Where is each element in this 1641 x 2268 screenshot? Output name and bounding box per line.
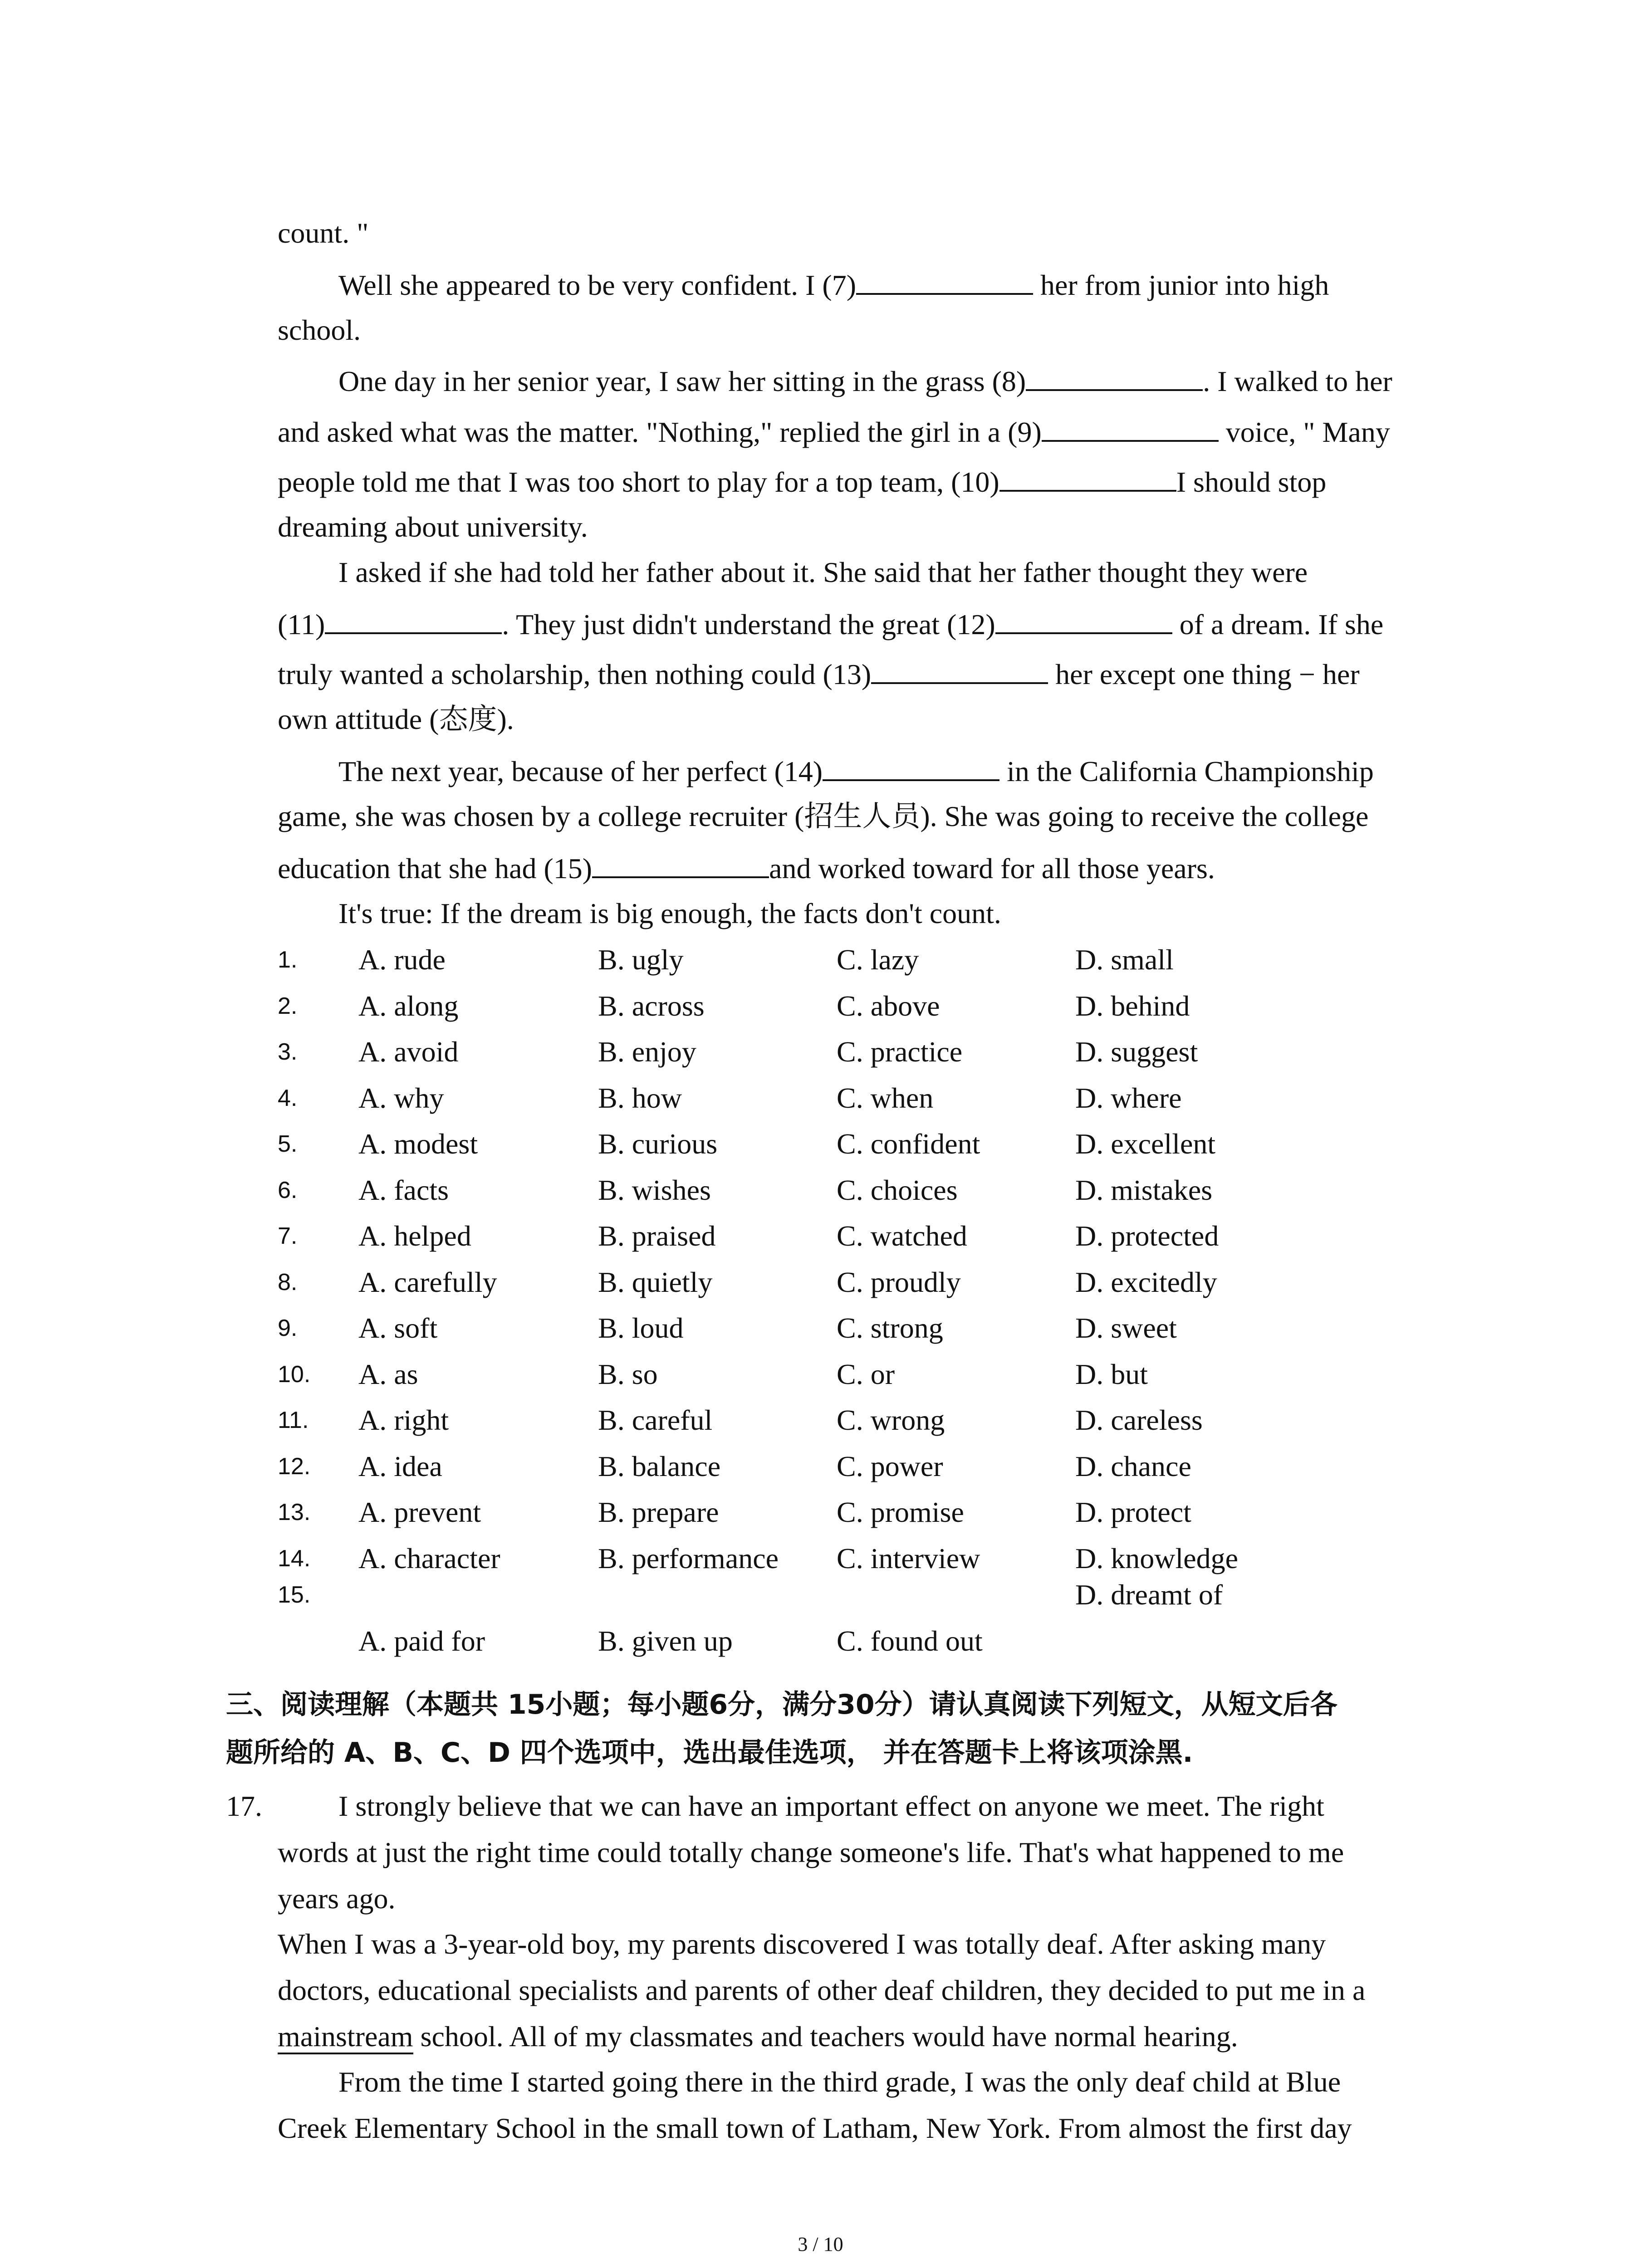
option-d: D. chance <box>1075 1450 1191 1482</box>
option-c: C. promise <box>837 1496 964 1528</box>
option-d: D. excellent <box>1075 1128 1216 1160</box>
passage-text: The next year, because of her perfect (14) <box>338 755 823 787</box>
reading-line-8: Creek Elementary School in the small town of Latham, New York. From almost the first day <box>278 2112 1352 2144</box>
question-number: 1. <box>278 947 298 973</box>
blank-9 <box>1042 414 1219 442</box>
option-c: C. choices <box>837 1174 958 1206</box>
question-number: 10. <box>278 1361 311 1388</box>
passage-text: (11) <box>278 608 325 640</box>
question-number: 14. <box>278 1545 311 1572</box>
passage-line-12 <box>338 753 1374 787</box>
option-b: B. ugly <box>598 943 684 976</box>
reading-line-5: doctors, educational specialists and parents of other deaf children, they decided to put me in a <box>278 1974 1366 2006</box>
passage-text: Well she appeared to be very confident. I (7) <box>338 269 857 301</box>
option-d: D. behind <box>1075 990 1190 1022</box>
passage-text: school. <box>278 314 361 346</box>
option-c: C. wrong <box>837 1404 945 1436</box>
blank-8 <box>1026 363 1203 391</box>
option-d: D. where <box>1075 1082 1182 1114</box>
passage-line-2 <box>338 267 1329 301</box>
blank-7 <box>856 267 1033 295</box>
passage-line-3 <box>278 313 361 347</box>
option-b: B. balance <box>598 1450 721 1482</box>
option-a: A. along <box>358 990 459 1022</box>
option-b: B. across <box>598 990 705 1022</box>
option-b: B. wishes <box>598 1174 711 1206</box>
passage-text: voice, " Many <box>1218 416 1390 448</box>
reading-text: school. All of my classmates and teachers would have normal hearing. <box>413 2020 1238 2053</box>
option-d: D. knowledge <box>1075 1542 1239 1574</box>
option-a: A. modest <box>358 1128 478 1160</box>
passage-text: . I walked to her <box>1203 365 1392 397</box>
option-c: C. proudly <box>837 1266 961 1298</box>
question-number: 5. <box>278 1131 298 1157</box>
blank-12 <box>995 606 1172 634</box>
section-heading-line-1: 三、阅读理解（本题共 15小题；每小题6分，满分30分）请认真阅读下列短文，从短文后各 <box>226 1689 1337 1721</box>
question-number: 12. <box>278 1453 311 1480</box>
page-number: 3 / 10 <box>798 2233 843 2255</box>
passage-text: game, she was chosen by a college recruiter (招生人员). She was going to receive the college <box>278 800 1369 832</box>
option-b: B. enjoy <box>598 1036 696 1068</box>
option-a: A. helped <box>358 1220 471 1252</box>
question-number: 4. <box>278 1085 298 1111</box>
option-d: D. sweet <box>1075 1312 1177 1344</box>
option-c: C. practice <box>837 1036 963 1068</box>
option-d: D. careless <box>1075 1404 1203 1436</box>
passage-line-11 <box>278 702 514 737</box>
passage-text: dreaming about university. <box>278 511 588 543</box>
option-a: A. right <box>358 1404 449 1436</box>
option-d: D. mistakes <box>1075 1174 1213 1206</box>
blank-14 <box>823 753 999 781</box>
passage-text: I should stop <box>1176 466 1327 498</box>
option-a: A. idea <box>358 1450 442 1482</box>
option-c: C. watched <box>837 1220 967 1252</box>
passage-line-7 <box>278 510 588 544</box>
option-d: D. protect <box>1075 1496 1191 1528</box>
option-a: A. facts <box>358 1174 449 1206</box>
option-c: C. lazy <box>837 943 919 976</box>
passage-line-5 <box>278 414 1390 448</box>
option-a: A. paid for <box>358 1625 485 1657</box>
passage-text: people told me that I was too short to play for a top team, (10) <box>278 466 999 498</box>
passage-text: own attitude (态度). <box>278 703 514 735</box>
blank-15 <box>592 850 769 878</box>
option-c: C. interview <box>837 1542 980 1574</box>
passage-text: count. " <box>278 217 369 249</box>
reading-line-4: When I was a 3-year-old boy, my parents discovered I was totally deaf. After asking many <box>278 1928 1326 1960</box>
blank-11 <box>325 606 502 634</box>
option-b: B. how <box>598 1082 682 1114</box>
section-heading-line-2: 题所给的 A、B、C、D 四个选项中，选出最佳选项， 并在答题卡上将该项涂黑. <box>226 1737 1193 1769</box>
option-a: A. prevent <box>358 1496 481 1528</box>
passage-line-4 <box>338 363 1392 397</box>
passage-text: truly wanted a scholarship, then nothing could (13) <box>278 658 872 690</box>
option-d: D. suggest <box>1075 1036 1198 1068</box>
reading-line-6 <box>278 2019 1238 2054</box>
passage-line-1 <box>278 216 368 250</box>
option-c: C. found out <box>837 1625 983 1657</box>
question-number: 9. <box>278 1315 298 1341</box>
option-d: D. excitedly <box>1075 1266 1217 1298</box>
blank-13 <box>871 656 1048 684</box>
reading-line-2: words at just the right time could totally change someone's life. That's what happened to me <box>278 1836 1344 1868</box>
passage-line-15 <box>338 896 1001 931</box>
option-a: A. avoid <box>358 1036 459 1068</box>
option-c: C. when <box>837 1082 934 1114</box>
option-b: B. quietly <box>598 1266 713 1298</box>
option-b: B. so <box>598 1358 658 1390</box>
option-c: C. power <box>837 1450 943 1482</box>
passage-text: and asked what was the matter. "Nothing," replied the girl in a (9) <box>278 416 1042 448</box>
option-a: A. why <box>358 1082 444 1114</box>
passage-line-13 <box>278 799 1368 834</box>
option-b: B. curious <box>598 1128 718 1160</box>
question-number: 15. <box>278 1582 311 1608</box>
question-number: 2. <box>278 993 298 1019</box>
option-b: B. careful <box>598 1404 713 1436</box>
passage-text: in the California Championship <box>999 755 1374 787</box>
option-a: A. rude <box>358 943 446 976</box>
passage-text: her except one thing − her <box>1048 658 1360 690</box>
question-number: 6. <box>278 1177 298 1203</box>
underlined-word: mainstream <box>278 2020 413 2054</box>
question-number: 7. <box>278 1223 298 1249</box>
option-b: B. given up <box>598 1625 733 1657</box>
reading-line-1: I strongly believe that we can have an important effect on anyone we meet. The right <box>338 1790 1324 1822</box>
passage-line-10 <box>278 656 1360 690</box>
question-number: 3. <box>278 1039 298 1065</box>
passage-text: her from junior into high <box>1033 269 1329 301</box>
option-d: D. protected <box>1075 1220 1219 1252</box>
passage-line-6 <box>278 464 1326 498</box>
passage-text: I asked if she had told her father about it. She said that her father thought they were <box>338 556 1308 588</box>
option-d: D. small <box>1075 943 1174 976</box>
option-b: B. loud <box>598 1312 684 1344</box>
passage-text: education that she had (15) <box>278 852 593 885</box>
option-c: C. confident <box>837 1128 980 1160</box>
passage-text: of a dream. If she <box>1172 608 1384 640</box>
passage-text: and worked toward for all those years. <box>769 852 1215 885</box>
passage-line-9 <box>278 606 1383 640</box>
option-b: B. praised <box>598 1220 716 1252</box>
question-number: 11. <box>278 1407 309 1433</box>
option-a: A. carefully <box>358 1266 497 1298</box>
option-d: D. dreamt of <box>1075 1579 1223 1611</box>
option-a: A. as <box>358 1358 418 1390</box>
passage-line-8 <box>338 555 1308 590</box>
option-c: C. or <box>837 1358 895 1390</box>
passage-text: One day in her senior year, I saw her sitting in the grass (8) <box>338 365 1026 397</box>
blank-10 <box>999 464 1176 492</box>
option-a: A. character <box>358 1542 500 1574</box>
passage-text: . They just didn't understand the great (12) <box>502 608 995 640</box>
passage-text: It's true: If the dream is big enough, the facts don't count. <box>338 897 1001 929</box>
reading-line-7: From the time I started going there in the third grade, I was the only deaf child at Blue <box>338 2066 1341 2098</box>
reading-line-3: years ago. <box>278 1882 396 1915</box>
option-d: D. but <box>1075 1358 1148 1390</box>
option-b: B. prepare <box>598 1496 719 1528</box>
passage-line-14 <box>278 850 1215 885</box>
option-c: C. strong <box>837 1312 943 1344</box>
option-c: C. above <box>837 990 940 1022</box>
question-number: 8. <box>278 1269 298 1295</box>
reading-question-number: 17. <box>226 1790 262 1822</box>
option-a: A. soft <box>358 1312 438 1344</box>
option-b: B. performance <box>598 1542 779 1574</box>
question-number: 13. <box>278 1499 311 1525</box>
